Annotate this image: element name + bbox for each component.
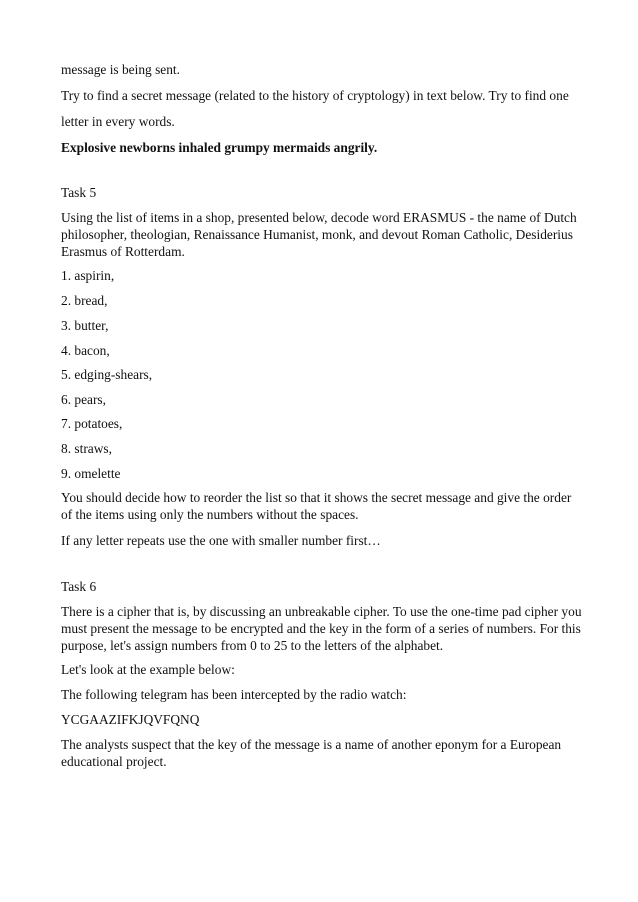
task6-analysts-note: The analysts suspect that the key of the message is a name of another eponym for a European educational project.	[61, 737, 562, 769]
task5-note: If any letter repeats use the one with smaller number first…	[61, 533, 381, 548]
task5-item-5: 5. edging-shears,	[61, 367, 153, 382]
task5-description: Using the list of items in a shop, presented below, decode word ERASMUS - the name of Dutch philosopher, theologian, Renaissance Humanist, monk, and devout Roman Catholic, Desiderius Erasmus of Rotterdam.	[61, 210, 577, 259]
secret-sentence: Explosive newborns inhaled grumpy mermaids angrily.	[61, 140, 378, 155]
task5-item-8: 8. straws,	[61, 441, 112, 456]
intro-line-1: message is being sent.	[61, 62, 181, 77]
task5-item-3: 3. butter,	[61, 318, 109, 333]
task5-item-7: 7. potatoes,	[61, 416, 123, 431]
task5-item-1: 1. aspirin,	[61, 268, 115, 283]
intro-line-3: letter in every words.	[61, 114, 175, 129]
task5-item-4: 4. bacon,	[61, 343, 110, 358]
task5-item-6: 6. pears,	[61, 392, 106, 407]
task5-item-2: 2. bread,	[61, 293, 108, 308]
task6-heading: Task 6	[61, 579, 97, 594]
task6-ciphertext: YCGAAZIFKJQVFQNQ	[61, 712, 200, 727]
task6-telegram-intro: The following telegram has been intercepted by the radio watch:	[61, 687, 407, 702]
intro-line-2: Try to find a secret message (related to the history of cryptology) in text below. Try to find one	[61, 88, 569, 103]
task5-heading: Task 5	[61, 185, 97, 200]
task6-description: There is a cipher that is, by discussing an unbreakable cipher. To use the one-time pad cipher you must present the message to be encrypted and the key in the form of a series of numbers. For this purpose, let's assign numbers from 0 to 25 to the letters of the alphabet.	[61, 604, 582, 653]
task5-instruction: You should decide how to reorder the list so that it shows the secret message and give the order of the items using only the numbers without the spaces.	[61, 490, 572, 522]
task6-example-intro: Let's look at the example below:	[61, 662, 235, 677]
task5-item-9: 9. omelette	[61, 466, 121, 481]
